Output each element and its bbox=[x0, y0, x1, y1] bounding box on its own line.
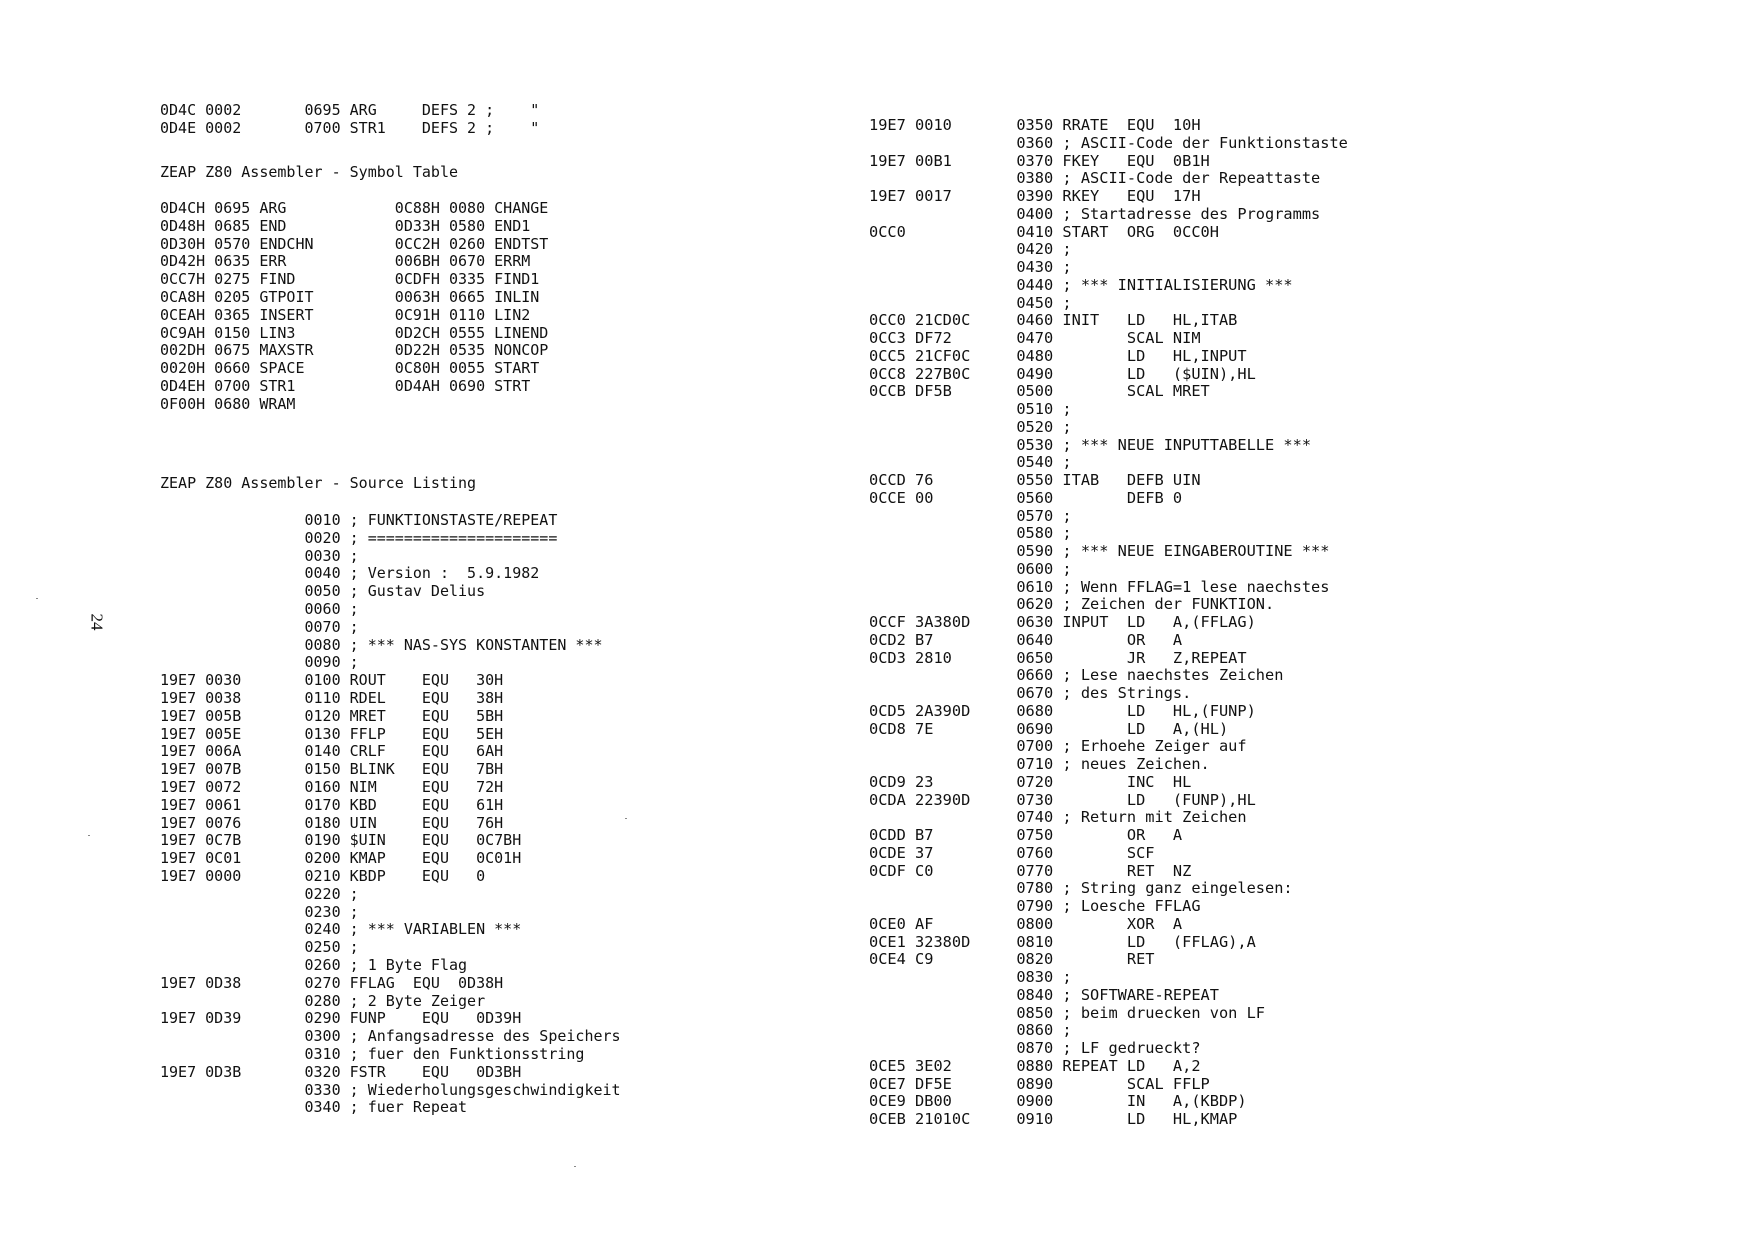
symbol-table-title: ZEAP Z80 Assembler - Symbol Table bbox=[160, 163, 459, 181]
source-listing-left: 0010 ; FUNKTIONSTASTE/REPEAT 0020 ; ===================== 0030 ; 0040 ; Version : 5.9.1982 0050 ; Gustav Delius 0060 ; 0070 ; 0080 ; *** NAS-SYS KONSTANTEN *** 0090 ; 19E7 0030 0100 ROUT EQU 30H 19E7 0038 0110 RDEL EQU 38H 19E7 005B 0120 MRET EQU 5BH 19E7 005E 0130 FFLP EQU 5EH 19E7 006A 0140 CRLF EQU 6AH 19E7 007B 0150 BLINK EQU 7BH 19E7 0072 0160 NIM EQU 72H 19E7 0061 0170 KBD EQU 61H 19E7 0076 0180 UIN EQU 76H 19E7 0C7B 0190 $UIN EQU 0C7BH 19E7 0C01 0200 KMAP EQU 0C01H 19E7 0000 0210 KBDP EQU 0 0220 ; 0230 ; 0240 ; *** VARIABLEN *** 0250 ; 0260 ; 1 Byte Flag 19E7 0D38 0270 FFLAG EQU 0D38H 0280 ; 2 Byte Zeiger 19E7 0D39 0290 FUNP EQU 0D39H 0300 ; Anfangsadresse des Speichers 0310 ; fuer den Funktionsstring 19E7 0D3B 0320 FSTR EQU 0D3BH 0330 ; Wiederholungsgeschwindigkeit 0340 ; fuer Repeat bbox=[160, 511, 621, 1117]
source-listing-right: 19E7 0010 0350 RRATE EQU 10H 0360 ; ASCII-Code der Funktionstaste 19E7 00B1 0370 FKEY EQU 0B1H 0380 ; ASCII-Code der Repeattaste 19E7 0017 0390 RKEY EQU 17H 0400 ; Startadresse des Programms 0CC0 0410 START ORG 0CC0H 0420 ; 0430 ; 0440 ; *** INITIALISIERUNG *** 0450 ; 0CC0 21CD0C 0460 INIT LD HL,ITAB 0CC3 DF72 0470 SCAL NIM 0CC5 21CF0C 0480 LD HL,INPUT 0CC8 227B0C 0490 LD ($UIN),HL 0CCB DF5B 0500 SCAL MRET 0510 ; 0520 ; 0530 ; *** NEUE INPUTTABELLE *** 0540 ; 0CCD 76 0550 ITAB DEFB UIN 0CCE 00 0560 DEFB 0 0570 ; 0580 ; 0590 ; *** NEUE EINGABEROUTINE *** 0600 ; 0610 ; Wenn FFLAG=1 lese naechstes 0620 ; Zeichen der FUNKTION. 0CCF 3A380D 0630 INPUT LD A,(FFLAG) 0CD2 B7 0640 OR A 0CD3 2810 0650 JR Z,REPEAT 0660 ; Lese naechstes Zeichen 0670 ; des Strings. 0CD5 2A390D 0680 LD HL,(FUNP) 0CD8 7E 0690 LD A,(HL) 0700 ; Erhoehe Zeiger auf 0710 ; neues Zeichen. 0CD9 23 0720 INC HL 0CDA 22390D 0730 LD (FUNP),HL 0740 ; Return mit Zeichen 0CDD B7 0750 OR A 0CDE 37 0760 SCF 0CDF C0 0770 RET NZ 0780 ; String ganz eingelesen: 0790 ; Loesche FFLAG 0CE0 AF 0800 XOR A 0CE1 32380D 0810 LD (FFLAG),A 0CE4 C9 0820 RET 0830 ; 0840 ; SOFTWARE-REPEAT 0850 ; beim druecken von LF 0860 ; 0870 ; LF gedrueckt? 0CE5 3E02 0880 REPEAT LD A,2 0CE7 DF5E 0890 SCAL FFLP 0CE9 DB00 0900 IN A,(KBDP) 0CEB 21010C 0910 LD HL,KMAP bbox=[869, 116, 1348, 1128]
page-number: 24 bbox=[87, 613, 107, 631]
header-lines: 0D4C 0002 0695 ARG DEFS 2 ; " 0D4E 0002 0700 STR1 DEFS 2 ; " bbox=[160, 101, 540, 137]
source-listing-title: ZEAP Z80 Assembler - Source Listing bbox=[160, 474, 477, 492]
symbol-table: 0D4CH 0695 ARG 0C88H 0080 CHANGE 0D48H 0685 END 0D33H 0580 END1 0D30H 0570 ENDCHN 0CC2H 0260 ENDTST 0D42H 0635 ERR 006BH 0670 ERRM 0CC7H 0275 FIND 0CDFH 0335 FIND1 0CA8H 0205 GTPOIT 0063H 0665 INLIN 0CEAH 0365 INSERT 0C91H 0110 LIN2 0C9AH 0150 LIN3 0D2CH 0555 LINEND 002DH 0675 MAXSTR 0D22H 0535 NONCOP 0020H 0660 SPACE 0C80H 0055 START 0D4EH 0700 STR1 0D4AH 0690 STRT 0F00H 0680 WRAM bbox=[160, 199, 549, 413]
scan-speck bbox=[574, 1166, 576, 1167]
scan-speck bbox=[625, 818, 627, 819]
scan-speck bbox=[36, 598, 38, 599]
scan-speck bbox=[88, 835, 90, 836]
